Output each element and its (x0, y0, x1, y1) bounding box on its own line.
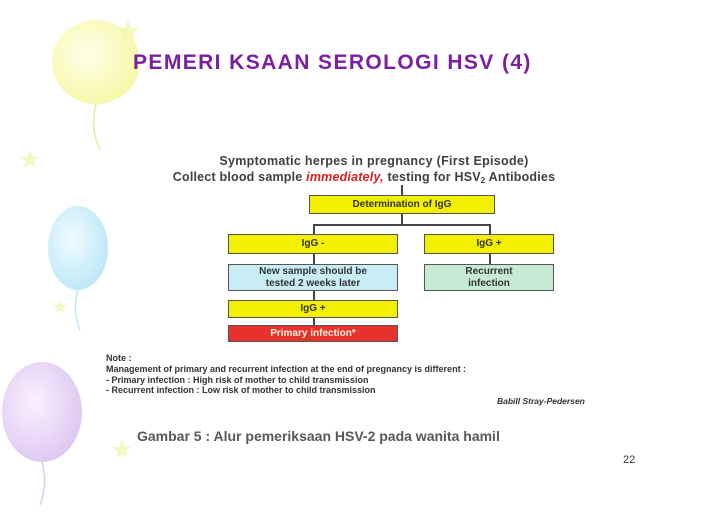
connector-line (313, 291, 315, 300)
recurrent-line: infection (468, 277, 510, 289)
subheading-text: Collect blood sample (172, 170, 307, 184)
recurrent-infection-box (424, 264, 554, 291)
slide-title: PEMERI KSAAN SEROLOGI HSV (4) (133, 51, 532, 74)
new-sample-line: tested 2 weeks later (265, 277, 361, 289)
page-number: 22 (623, 454, 636, 466)
figure-credit: Babill Stray-Pedersen (497, 396, 585, 406)
subheading-subscript: 2 (480, 176, 486, 185)
igg-positive-second-box: IgG + (228, 300, 398, 318)
connector-line (313, 318, 315, 325)
connector-line (313, 254, 315, 264)
connector-line (313, 224, 490, 226)
balloon-string (94, 104, 100, 150)
igg-positive-box: IgG + (424, 234, 554, 254)
balloon-string (75, 290, 80, 330)
connector-line (313, 224, 315, 234)
new-sample-line: New sample should be (259, 265, 367, 277)
figure-caption: Gambar 5 : Alur pemeriksaan HSV-2 pada wanita hamil (137, 428, 500, 444)
igg-negative-box: IgG - (228, 234, 398, 254)
balloon-string (40, 462, 45, 505)
note-line: - Primary infection : High risk of mother to child transmission (106, 375, 369, 385)
recurrent-line: Recurrent (465, 265, 513, 277)
star-shape (112, 440, 132, 458)
connector-line (489, 254, 491, 264)
note-line: - Recurrent infection : Low risk of mother to child transmission (106, 385, 376, 395)
star-shape (53, 300, 67, 313)
connector-line (489, 224, 491, 234)
figure-subheading (0, 170, 728, 185)
blue-balloon (48, 206, 108, 290)
subheading-text: Antibodies (485, 170, 556, 184)
subheading-text: testing for HSV (383, 170, 481, 184)
primary-infection-box: Primary infection* (228, 325, 398, 342)
connector-line (401, 185, 403, 195)
new-sample-box (228, 264, 398, 291)
purple-balloon (2, 362, 82, 462)
figure-heading: Symptomatic herpes in pregnancy (First Episode) (219, 154, 529, 168)
note-line: Management of primary and recurrent infection at the end of pregnancy is different : (106, 364, 467, 374)
subheading-emphasis: immediately, (306, 170, 384, 184)
determination-igg-box: Determination of IgG (309, 195, 495, 214)
note-label: Note : (106, 353, 132, 363)
